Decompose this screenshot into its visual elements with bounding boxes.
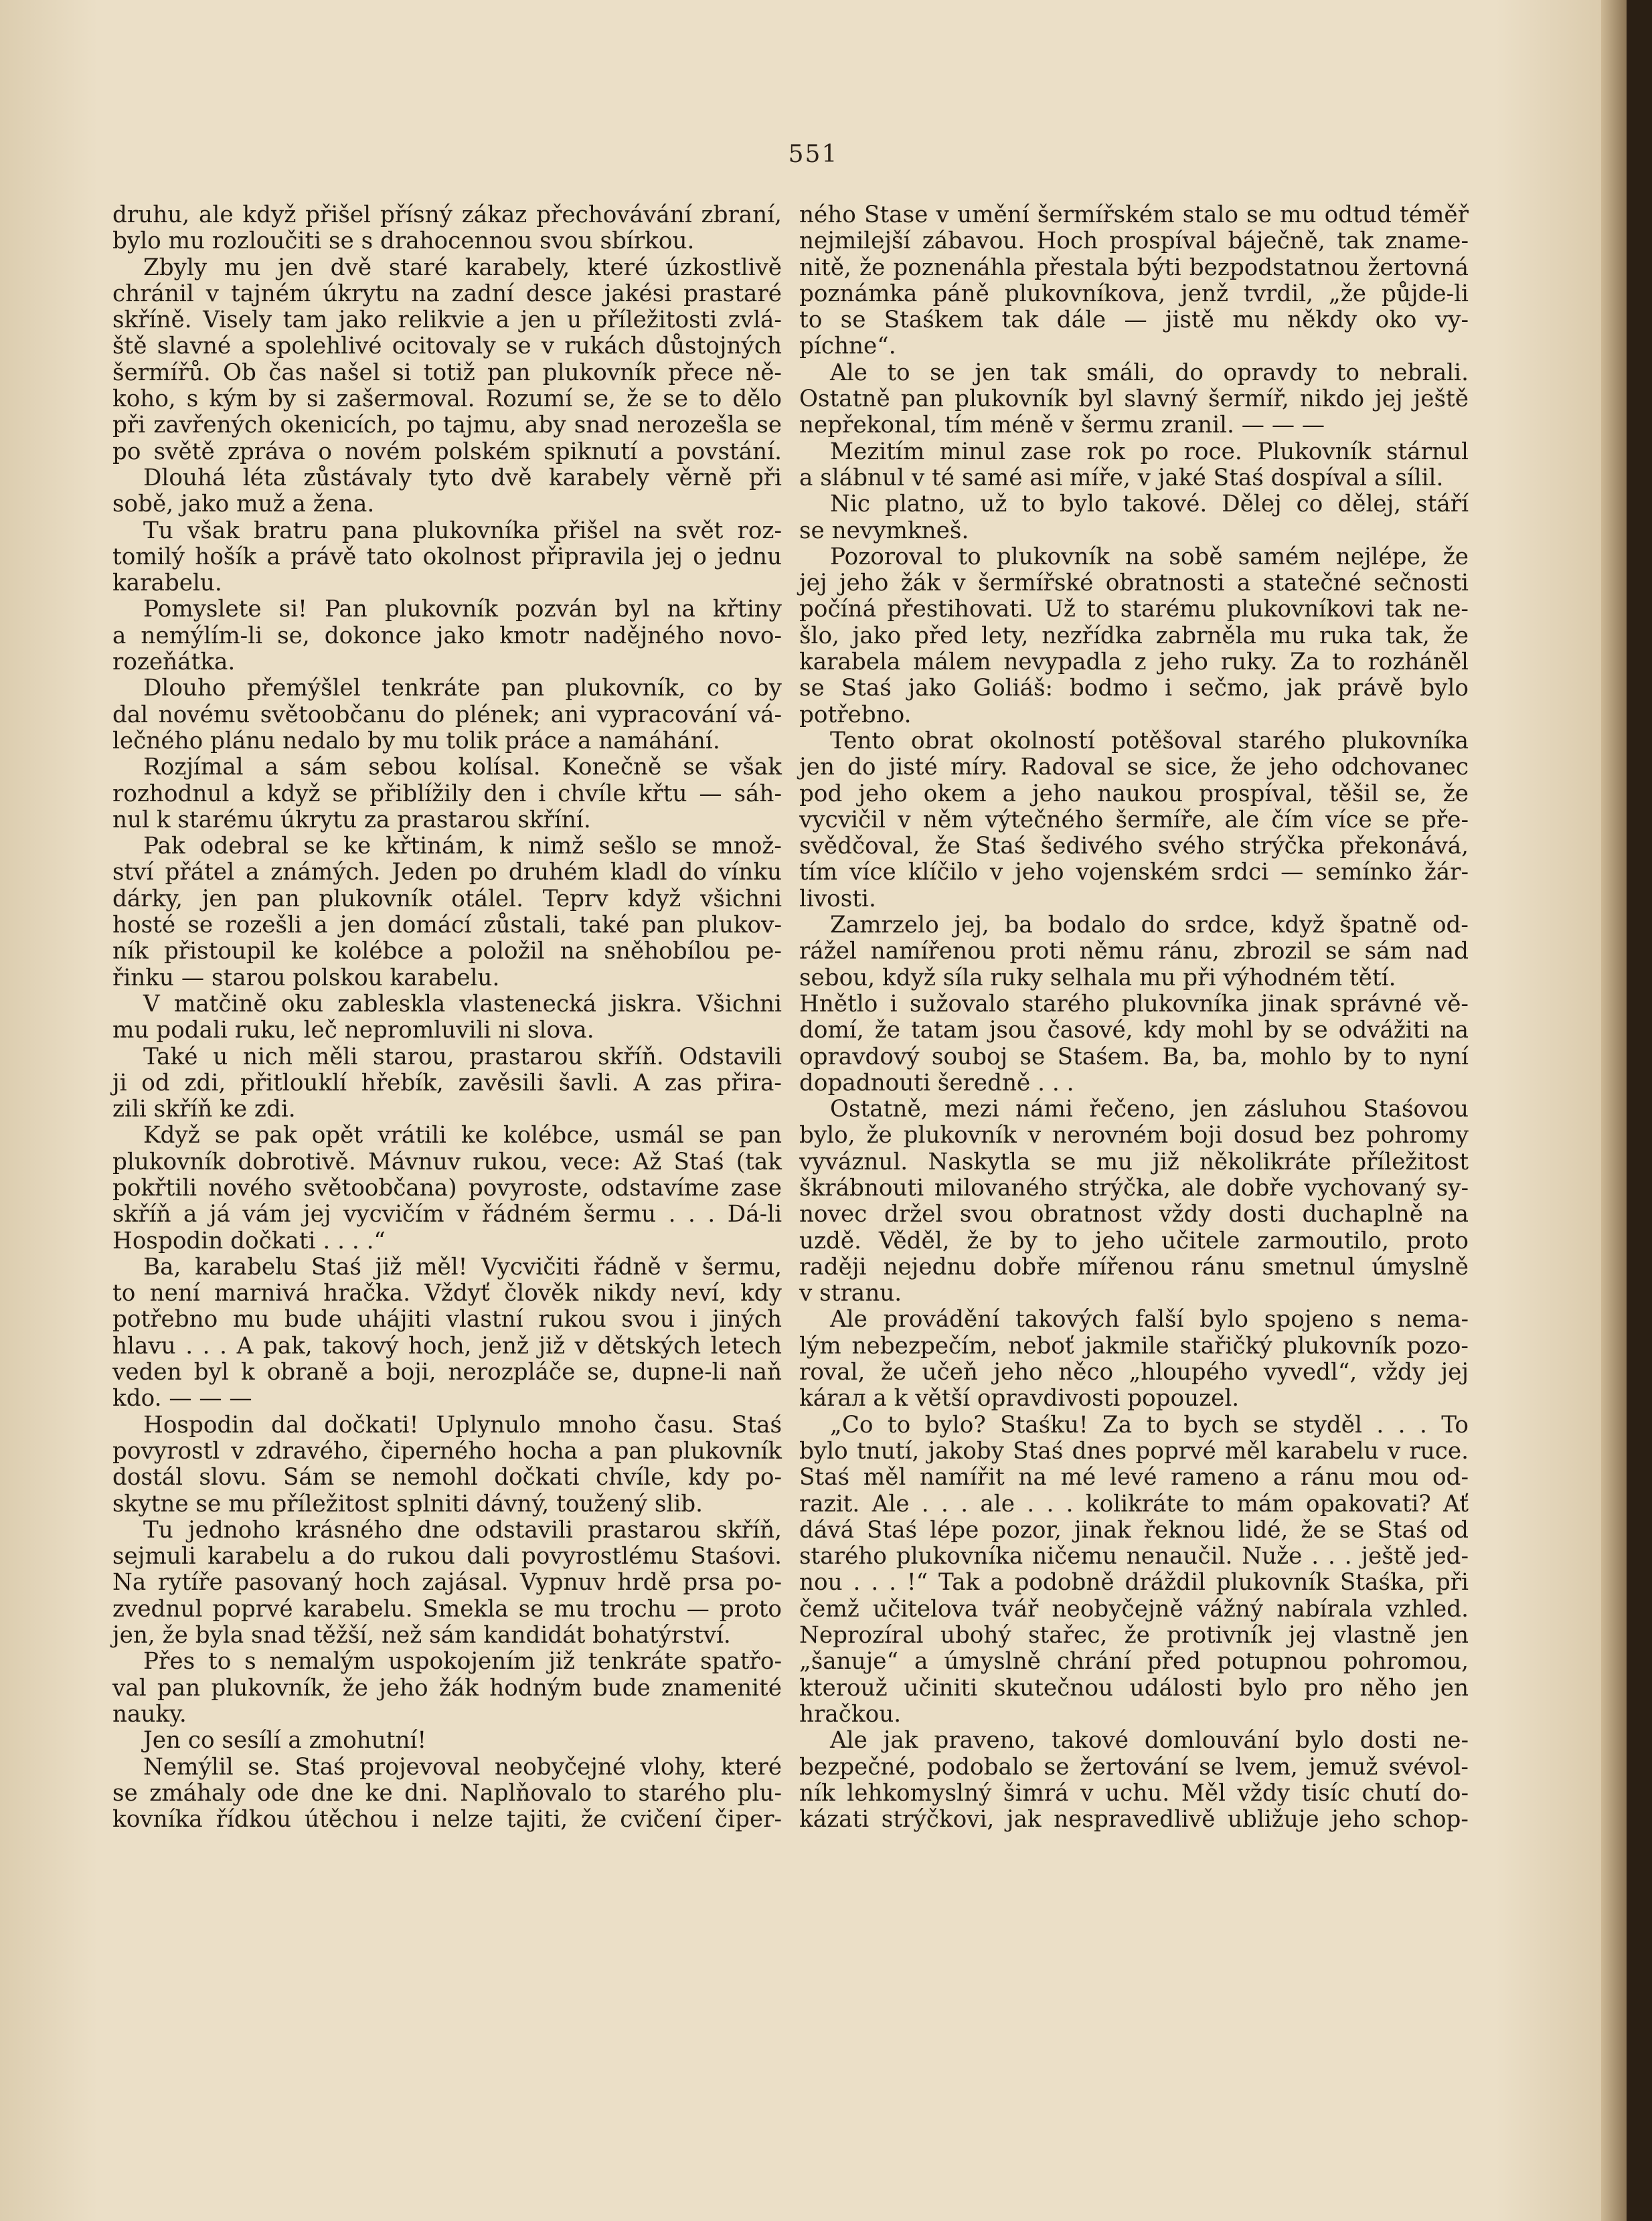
text-line: Pozoroval to plukovník na sobě samém nejlépe, že <box>830 543 1469 570</box>
text-line: Hnětlo i sužovalo starého plukovníka jinak správné vě- <box>799 990 1469 1017</box>
text-line: Hospodin dočkati . . . .“ <box>112 1227 386 1254</box>
text-line: V matčině oku zableskla vlastenecká jiskra. Všichni <box>143 990 782 1017</box>
text-line: roval, že učeň jeho něco „hloupého vyvedl“, vždy jej <box>799 1359 1469 1386</box>
text-line: karabelu. <box>112 570 222 597</box>
text-line: koho, s kým by si zašermoval. Rozumí se, že se to dělo <box>112 386 782 413</box>
text-line: lým nebezpečím, neboť jakmile stařičký plukovník pozo- <box>799 1332 1469 1360</box>
text-line: chránil v tajném úkrytu na zadní desce jakési prastaré <box>112 280 782 307</box>
text-line: sebou, když síla ruky selhala mu při výhodném tětí. <box>799 964 1396 991</box>
text-line: ného Stase v umění šermířském stalo se mu odtud téměř <box>799 201 1469 228</box>
text-line: Tu jednoho krásného dne odstavili prastarou skříň, <box>143 1516 782 1544</box>
text-line: dárky, jen pan plukovník otálel. Teprv když všichni <box>112 885 782 912</box>
text-line: Pak odebral se ke křtinám, k nimž sešlo se množ- <box>143 833 782 860</box>
text-line: Ostatně, mezi námi řečeno, jen zásluhou Staśovou <box>830 1096 1469 1123</box>
text-line: dostál slovu. Sám se nemohl dočkati chvíle, kdy po- <box>112 1464 782 1491</box>
text-line: škrábnouti milovaného strýčka, ale dobře vychovaný sy- <box>799 1174 1469 1202</box>
text-line: kárал a k větší opravdivosti popouzel. <box>799 1385 1240 1412</box>
text-line: jej jeho žák v šermířské obratnosti a statečné sečnosti <box>799 570 1469 597</box>
text-line: Dlouho přemýšlel tenkráte pan plukovník, co by <box>143 675 782 702</box>
text-line: pokřtili nového světoobčana) povyroste, odstavíme zase <box>112 1174 782 1202</box>
text-line: Ale jak praveno, takové domlouvání bylo dosti ne- <box>830 1727 1469 1754</box>
text-line: nepřekonal, tím méně v šermu zranil. — — — <box>799 412 1325 439</box>
text-line: v stranu. <box>799 1280 902 1307</box>
text-line: Nemýlil se. Staś projevoval neobyčejné vlohy, které <box>143 1753 782 1781</box>
text-line: Hospodin dal dočkati! Uplynulo mnoho času. Staś <box>143 1411 782 1438</box>
text-line: zvednul poprvé karabelu. Smekla se mu trochu — proto <box>112 1595 782 1623</box>
text-line: Nic platno, už to bylo takové. Dělej co dělej, stáří <box>830 491 1469 518</box>
text-line: rozeňátka. <box>112 649 236 676</box>
text-line: Dlouhá léta zůstávaly tyto dvě karabely věrně při <box>143 464 782 491</box>
text-line: kázati strýčkovi, jak nespravedlivě ubližuje jeho schop- <box>799 1806 1469 1833</box>
text-line: počíná přestihovati. Už to starému plukovníkovi tak ne- <box>799 596 1469 623</box>
text-line: rozhodnul a když se přiblížily den i chvíle křtu — sáh- <box>112 780 782 807</box>
text-line: Staś měl namířit na mé levé rameno a ránu mou od- <box>799 1464 1469 1491</box>
text-line: Tento obrat okolností potěšoval starého plukovníka <box>830 727 1469 754</box>
text-line: vyváznul. Naskytla se mu již několikráte příležitost <box>799 1148 1469 1175</box>
text-line: ště slavné a spolehlivé ocitovaly se v rukách důstojných <box>112 333 782 360</box>
text-line: nauky. <box>112 1700 187 1728</box>
text-line: Pomyslete si! Pan plukovník pozván byl na křtiny <box>143 596 782 623</box>
text-line: nejmilejší zábavou. Hoch prospíval báječně, tak zname- <box>799 228 1469 255</box>
text-line: Ale to se jen tak smáli, do opravdy to nebrali. <box>830 359 1469 386</box>
text-line: novec držel svou obratnost vždy dosti duchaplně na <box>799 1201 1469 1228</box>
text-line: Neprozíral ubohý stařec, že protivník jej vlastně jen <box>799 1622 1469 1649</box>
text-line: ník lehkomyslný šimrá v uchu. Měl vždy tisíc chutí do- <box>799 1779 1469 1807</box>
text-line: a nemýlím-li se, dokonce jako kmotr nadějného novo- <box>112 622 782 649</box>
text-line: jen do jisté míry. Radoval se sice, že jeho odchovanec <box>799 754 1469 781</box>
text-line: pod jeho okem a jeho naukou prospíval, těšil se, že <box>799 780 1469 807</box>
text-line: se zmáhaly ode dne ke dni. Naplňovalo to starého plu- <box>112 1779 782 1807</box>
text-line: povyrostl v zdravého, čiperného hocha a pan plukovník <box>112 1437 782 1465</box>
text-line: bylo tnutí, jakoby Staś dnes poprvé měl karabelu v ruce. <box>799 1437 1469 1465</box>
text-line: dal novému světoobčanu do plének; ani vypracování vá- <box>112 701 782 728</box>
text-line: potřebno mu bude uhájiti vlastní rukou svou i jiných <box>112 1306 782 1333</box>
text-line: ství přátel a známých. Jeden po druhém kladl do vínku <box>112 859 782 886</box>
right-text-column <box>799 202 1469 1833</box>
text-line: poznámka páně plukovníkova, jenž tvrdil, „že půjde-li <box>799 280 1469 307</box>
text-line: řinku — starou polskou karabelu. <box>112 964 500 991</box>
text-line: ji od zdi, přitlouklí hřebík, zavěsili šavli. A zas přira- <box>112 1069 782 1096</box>
text-line: razit. Ale . . . ale . . . kolikráte to mám opakovati? Ať <box>799 1490 1469 1517</box>
left-text-column <box>112 202 782 1833</box>
text-line: vycvičil v něm výtečného šermíře, ale čím více se pře- <box>799 806 1469 833</box>
text-line: nitě, že poznenáhla přestala býti bezpodstatnou žertovná <box>799 254 1469 281</box>
text-line: Tu však bratru pana plukovníka přišel na svět roz- <box>143 517 782 544</box>
text-line: hlavu . . . A pak, takový hoch, jenž již v dětských letech <box>112 1332 782 1360</box>
text-line: plukovník dobrotivě. Mávnuv rukou, vece: Až Staś (tak <box>112 1148 782 1175</box>
text-line: domí, že tatam jsou časové, kdy mohl by se odvážiti na <box>799 1017 1469 1044</box>
text-line: a slábnul v té samé asi míře, v jaké Staś dospíval a sílil. <box>799 464 1444 491</box>
text-line: Jen co sesílí a zmohutní! <box>143 1727 427 1754</box>
text-line: jen, že byla snad těžší, než sám kandidát bohatýrství. <box>112 1622 731 1649</box>
text-line: livosti. <box>799 885 876 912</box>
text-line: svědčoval, že Staś šedivého svého strýčka překonává, <box>799 833 1469 860</box>
text-line: Přes to s nemalým uspokojením již tenkráte spatřo- <box>143 1648 782 1675</box>
text-line: „Co to bylo? Staśku! Za to bych se styděl . . . To <box>830 1411 1469 1438</box>
text-line: bylo mu rozloučiti se s drahocennou svou sbírkou. <box>112 228 695 255</box>
text-line: kdo. — — — <box>112 1385 252 1412</box>
text-line: Mezitím minul zase rok po roce. Plukovník stárnul <box>830 438 1469 465</box>
text-line: zili skříň ke zdi. <box>112 1096 296 1123</box>
page-edge <box>1601 0 1627 2221</box>
text-line: Zbyly mu jen dvě staré karabely, které úzkostlivě <box>143 254 782 281</box>
text-line: karabela málem nevypadla z jeho ruky. Za to rozháněl <box>799 649 1469 676</box>
text-line: Rozjímal a sám sebou kolísal. Konečně se však <box>143 754 782 781</box>
text-line: druhu, ale když přišel přísný zákaz přechovávání zbraní, <box>112 201 782 228</box>
text-line: tomilý hošík a právě tato okolnost připravila jej o jednu <box>112 543 782 570</box>
text-line: bylo, že plukovník v nerovném boji dosud bez pohromy <box>799 1122 1469 1149</box>
text-line: dává Staś lépe pozor, jinak řeknou lidé, že se Staś od <box>799 1516 1469 1544</box>
text-line: píchne“. <box>799 333 896 360</box>
text-line: val pan plukovník, že jeho žák hodným bude znamenité <box>112 1674 782 1702</box>
text-line: při zavřených okenicích, po tajmu, aby snad nerozešla se <box>112 412 782 439</box>
text-line: Zamrzelo jej, ba bodalo do srdce, když špatně od- <box>830 912 1469 939</box>
text-line: Ale provádění takových falší bylo spojeno s nema- <box>830 1306 1469 1333</box>
text-line: to není marnivá hračka. Vždyť člověk nikdy neví, kdy <box>112 1280 782 1307</box>
text-line: Ostatně pan plukovník byl slavný šermíř, nikdo jej ještě <box>799 386 1469 413</box>
text-line: skříň a já vám jej vycvičím v řádném šermu . . . Dá-li <box>112 1201 782 1228</box>
text-line: uzdě. Věděl, že by to jeho učitele zarmoutilo, proto <box>799 1227 1469 1254</box>
text-line: kovníka řídkou útěchou i nelze tajiti, že cvičení čiper- <box>112 1806 782 1833</box>
text-line: hosté se rozešli a jen domácí zůstali, také pan plukov- <box>112 912 782 939</box>
text-line: se Staś jako Goliáš: bodmo i sečmo, jak právě bylo <box>799 675 1469 702</box>
text-line: raději nejednu dobře mířenou ránu smetnul úmyslně <box>799 1253 1469 1281</box>
text-line: nou . . . !“ Tak a podobně dráždil plukovník Staśka, při <box>799 1569 1469 1596</box>
text-line: skytne se mu příležitost splniti dávný, toužený slib. <box>112 1490 704 1517</box>
text-line: kterouž učiniti skutečnou události bylo pro něho jen <box>799 1674 1469 1702</box>
text-line: šlo, jako před lety, nezřídka zabrněla mu ruka tak, že <box>799 622 1469 649</box>
text-line: potřebno. <box>799 701 912 728</box>
text-line: opravdový souboj se Staśem. Ba, ba, mohlo by to nyní <box>799 1043 1469 1070</box>
text-line: ník přistoupil ke kolébce a položil na sněhobílou pe- <box>112 938 782 965</box>
text-line: tím více klíčilo v jeho vojenském srdci — semínko žár- <box>799 859 1469 886</box>
text-line: se nevymkneš. <box>799 517 969 544</box>
text-line: Také u nich měli starou, prastarou skříň. Odstavili <box>143 1043 782 1070</box>
text-line: mu podali ruku, leč nepromluvili ni slova. <box>112 1017 594 1044</box>
text-line: Ba, karabelu Staś již měl! Vycvičiti řádně v šermu, <box>143 1253 782 1281</box>
text-line: Na rytíře pasovaný hoch zajásal. Vypnuv hrdě prsa po- <box>112 1569 782 1596</box>
text-line: šermířů. Ob čas našel si totiž pan plukovník přece ně- <box>112 359 782 386</box>
text-line: rážel namířenou proti němu ránu, zbrozil se sám nad <box>799 938 1469 965</box>
text-line: nul k starému úkrytu za prastarou skříní. <box>112 806 591 833</box>
text-line: veden byl k obraně a boji, nerozpláče se, dupne-li naň <box>112 1359 782 1386</box>
text-line: po světě zpráva o novém polském spiknutí a povstání. <box>112 438 782 465</box>
page-number: 551 <box>788 141 839 168</box>
text-line: to se Staśkem tak dále — jistě mu někdy oko vy- <box>799 307 1469 334</box>
text-line: starého plukovníka ničemu nenaučil. Nuže . . . ještě jed- <box>799 1543 1469 1570</box>
text-line: skříně. Visely tam jako relikvie a jen u příležitosti zvlá- <box>112 307 782 334</box>
text-line: „šanuje“ a úmyslně chrání před potupnou pohromou, <box>799 1648 1469 1675</box>
text-line: sobě, jako muž a žena. <box>112 491 375 518</box>
text-line: Když se pak opět vrátili ke kolébce, usmál se pan <box>143 1122 782 1149</box>
text-line: hračkou. <box>799 1700 902 1728</box>
text-line: sejmuli karabelu a do rukou dali povyrostlému Staśovi. <box>112 1543 782 1570</box>
text-line: dopadnouti šeredně . . . <box>799 1069 1074 1096</box>
text-line: bezpečné, podobalo se žertování se lvem, jemuž svévol- <box>799 1753 1469 1781</box>
text-line: čemž učitelova tvář neobyčejně vážný nabírala vzhled. <box>799 1595 1469 1623</box>
text-line: lečného plánu nedalo by mu tolik práce a namáhání. <box>112 727 720 754</box>
